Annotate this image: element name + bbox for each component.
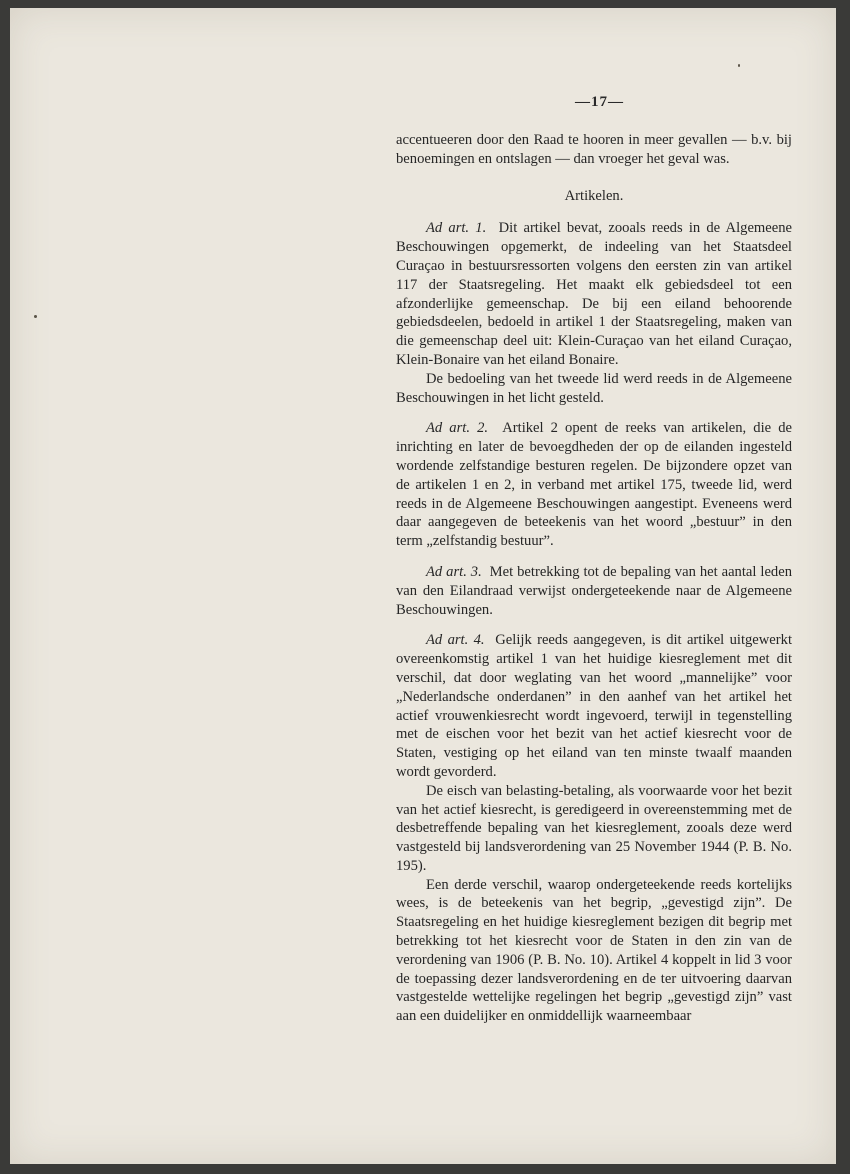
paragraph-art-1	[396, 219, 792, 369]
paragraph-art-3	[396, 563, 792, 619]
article-label: Ad art. 2.	[426, 420, 489, 437]
article-label: Ad art. 1.	[426, 220, 487, 237]
document-page	[10, 8, 836, 1164]
paragraph-art-1-second: De bedoeling van het tweede lid werd reeds in de Algemeene Beschouwingen in het licht gesteld.	[396, 370, 792, 406]
article-text: Artikel 2 opent de reeks van artikelen, die de inrichting en later de bevoegdheden der op de eilanden ingesteld wordende zelfstandige besturen regelen. De bijzondere opzet van de artikelen 1 en 2, in verband met artikel 175, tweede lid, werd reeds in de Algemeene Beschouwingen aangestipt. Eveneens werd daar aangegeven de beteekenis van het woord „bestuur” in den term „zelfstandig bestuur”.	[396, 420, 792, 550]
paragraph-art-4-second: De eisch van belasting-betaling, als voorwaarde voor het bezit van het actief kiesrecht, is geredigeerd in overeenstemming met de desbetreffende bepaling van het kiesreglement, zooals deze werd vastgesteld bij landsverordening van 25 November 1944 (P. B. No. 195).	[396, 782, 792, 874]
article-label: Ad art. 4.	[426, 632, 485, 649]
page-number: —17—	[575, 94, 624, 110]
text-column	[396, 131, 792, 1026]
paper-speck	[34, 315, 37, 318]
article-text: Gelijk reeds aangegeven, is dit artikel uitgewerkt overeenkomstig artikel 1 van het huidige kiesreglement met dit verschil, dat door weglating van het woord „mannelijke” voor „Nederlandsche onderdanen” in den aanhef van het artikel het actief vrouwenkiesrecht wordt ingevoerd, terwijl in tegenstelling met de eischen voor het bezit van het actief kiesrecht voor de Staten, vestiging op het eiland van ten minste twaalf maanden wordt gevorderd.	[396, 632, 792, 780]
section-heading: Artikelen.	[564, 187, 624, 204]
paragraph-intro-continuation: accentueeren door den Raad te hooren in meer gevallen — b.v. bij benoemingen en ontslagen — dan vroeger het geval was.	[396, 132, 792, 167]
paper-speck	[738, 64, 740, 67]
article-text: Met betrekking tot de bepaling van het aantal leden van den Eilandraad verwijst ondergeteekende naar de Algemeene Beschouwingen.	[396, 563, 792, 618]
paragraph-art-4-third: Een derde verschil, waarop ondergeteekende reeds kortelijks wees, is de beteekenis van het begrip, „gevestigd zijn”. De Staatsregeling en het huidige kiesreglement bezigen dit begrip met betrekking tot het kiesrecht voor de Staten in den zin van de verordening van 1906 (P. B. No. 10). Artikel 4 koppelt in lid 3 voor de toepassing dezer landsverordening en de ter uitvoering daarvan vastgestelde wettelijke regelingen het begrip „gevestigd zijn” vast aan een duidelijker en onmiddellijk waarneembaar	[396, 876, 792, 1025]
paragraph-art-4	[396, 631, 792, 781]
article-label: Ad art. 3.	[426, 563, 482, 580]
article-text: Dit artikel bevat, zooals reeds in de Algemeene Beschouwingen opgemerkt, de indeeling van het Staatsdeel Curaçao in bestuursressorten volgens den eersten zin van artikel 117 der Staatsregeling. Het maakt elk gebiedsdeel tot een afzonderlijke gemeenschap. De bij een eiland behoorende gebiedsdeelen, bedoeld in artikel 1 der Staatsregeling, maken van die gemeenschap deel uit: Klein-Curaçao van het eiland Curaçao, Klein-Bonaire van het eiland Bonaire.	[396, 220, 792, 368]
paragraph-art-2	[396, 419, 792, 551]
